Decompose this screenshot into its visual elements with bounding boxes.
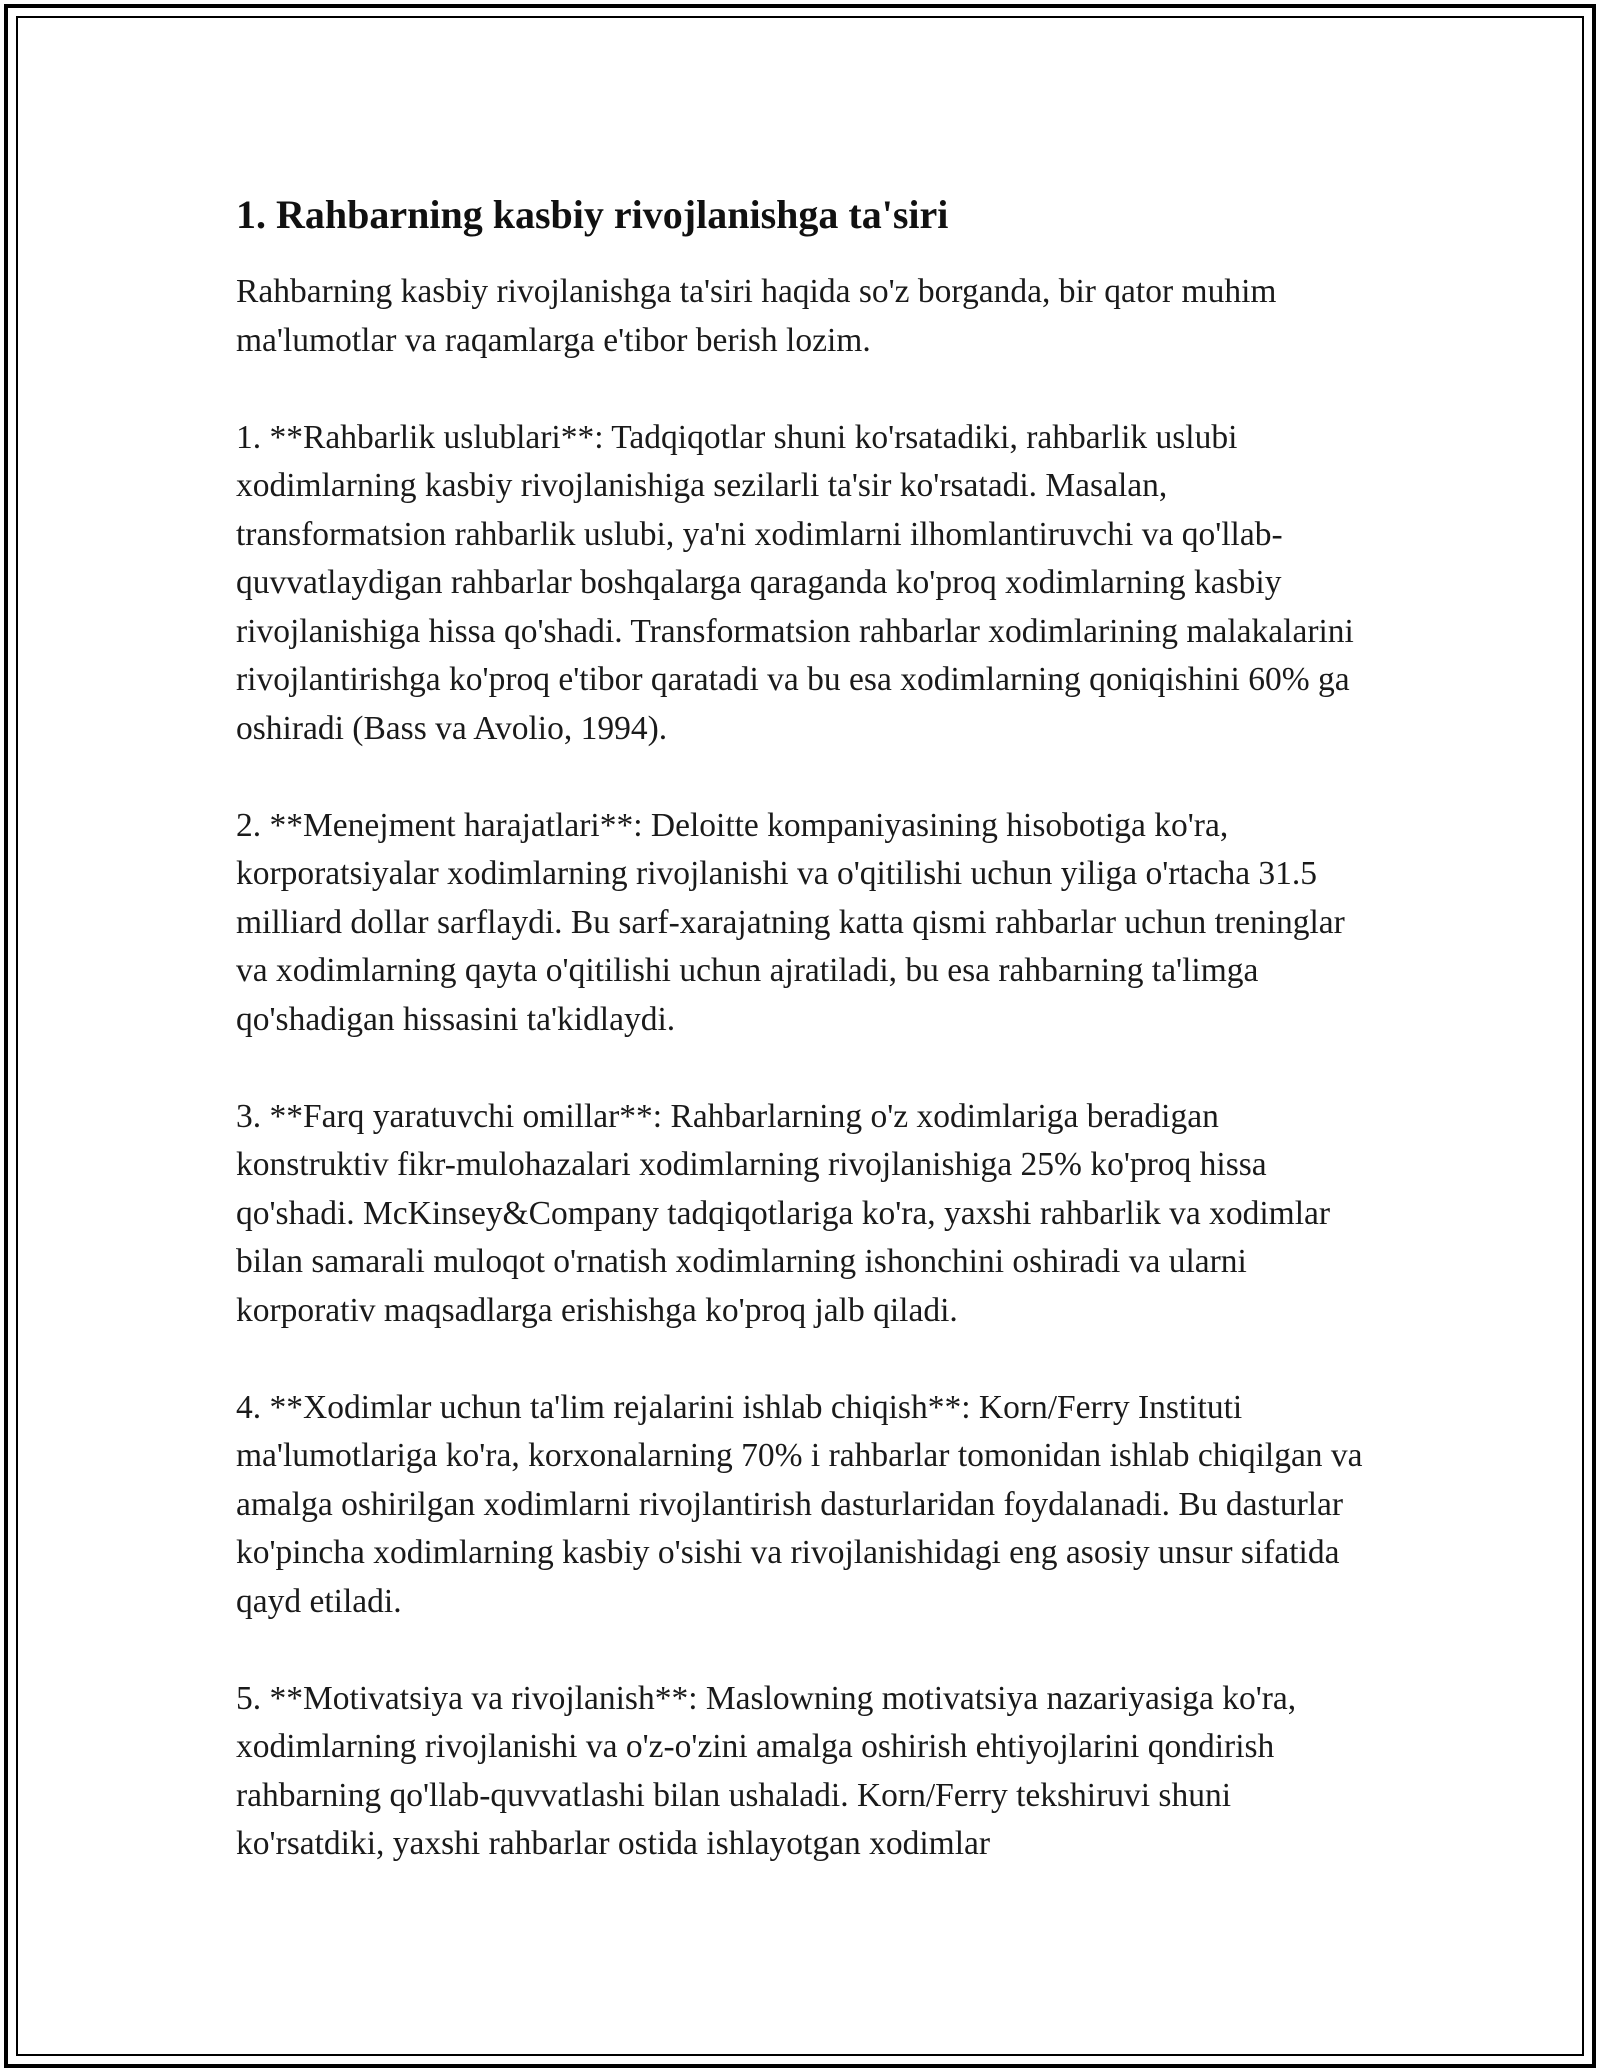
paragraph-management-costs: 2. **Menejment harajatlari**: Deloitte kompaniyasining hisobotiga ko'ra, korporatsiyalar xodimlarning rivojlanishi va o'qitilishi uchun yiliga o'rtacha 31.5 milliard dollar sarflaydi. Bu sarf-xarajatning katta qismi rahbarlar uchun treninglar va xodimlarning qayta o'qitilishi uchun ajratiladi, bu esa rahbarning ta'limga qo'shadigan hissasini ta'kidlaydi. [236, 806, 1345, 1038]
section-title: 1. Rahbarning kasbiy rivojlanishga ta'siri [236, 192, 949, 237]
intro-paragraph: Rahbarning kasbiy rivojlanishga ta'siri haqida so'z borganda, bir qator muhim ma'lumotlar va raqamlarga e'tibor berish lozim. [236, 273, 1277, 359]
paragraph-training-plans: 4. **Xodimlar uchun ta'lim rejalarini ishlab chiqish**: Korn/Ferry Instituti ma'lumotlariga ko'ra, korxonalarning 70% i rahbarlar tomonidan ishlab chiqilgan va amalga oshirilgan xodimlarni rivojlantirish dasturlaridan foydalanadi. Bu dasturlar ko'pincha xodimlarning kasbiy o'sishi va rivojlanishidagi eng asosiy unsur sifatida qayd etiladi. [236, 1388, 1363, 1620]
paragraph-leadership-styles: 1. **Rahbarlik uslublari**: Tadqiqotlar shuni ko'rsatadiki, rahbarlik uslubi xodimlarning kasbiy rivojlanishiga sezilarli ta'sir ko'rsatadi. Masalan, transformatsion rahbarlik uslubi, ya'ni xodimlarni ilhomlantiruvchi va qo'llab-quvvatlaydigan rahbarlar boshqalarga qaraganda ko'proq xodimlarning kasbiy rivojlanishiga hissa qo'shadi. Transformatsion rahbarlar xodimlarining malakalarini rivojlantirishga ko'proq e'tibor qaratadi va bu esa xodimlarning qoniqishini 60% ga oshiradi (Bass va Avolio, 1994). [236, 418, 1354, 747]
paragraph-motivation: 5. **Motivatsiya va rivojlanish**: Maslowning motivatsiya nazariyasiga ko'ra, xodimlarning rivojlanishi va o'z-o'zini amalga oshirish ehtiyojlarini qondirish rahbarning qo'llab-quvvatlashi bilan ushaladi. Korn/Ferry tekshiruvi shuni ko'rsatdiki, yaxshi rahbarlar ostida ishlayotgan xodimlar [236, 1679, 1297, 1862]
paragraph-differentiating-factors: 3. **Farq yaratuvchi omillar**: Rahbarlarning o'z xodimlariga beradigan konstruktiv fikr-mulohazalari xodimlarning rivojlanishiga 25% ko'proq hissa qo'shadi. McKinsey&Company tadqiqotlariga ko'ra, yaxshi rahbarlik va xodimlar bilan samarali muloqot o'rnatish xodimlarning ishonchini oshiradi va ularni korporativ maqsadlarga erishishga ko'proq jalb qiladi. [236, 1097, 1331, 1329]
document-body [236, 180, 1366, 1917]
